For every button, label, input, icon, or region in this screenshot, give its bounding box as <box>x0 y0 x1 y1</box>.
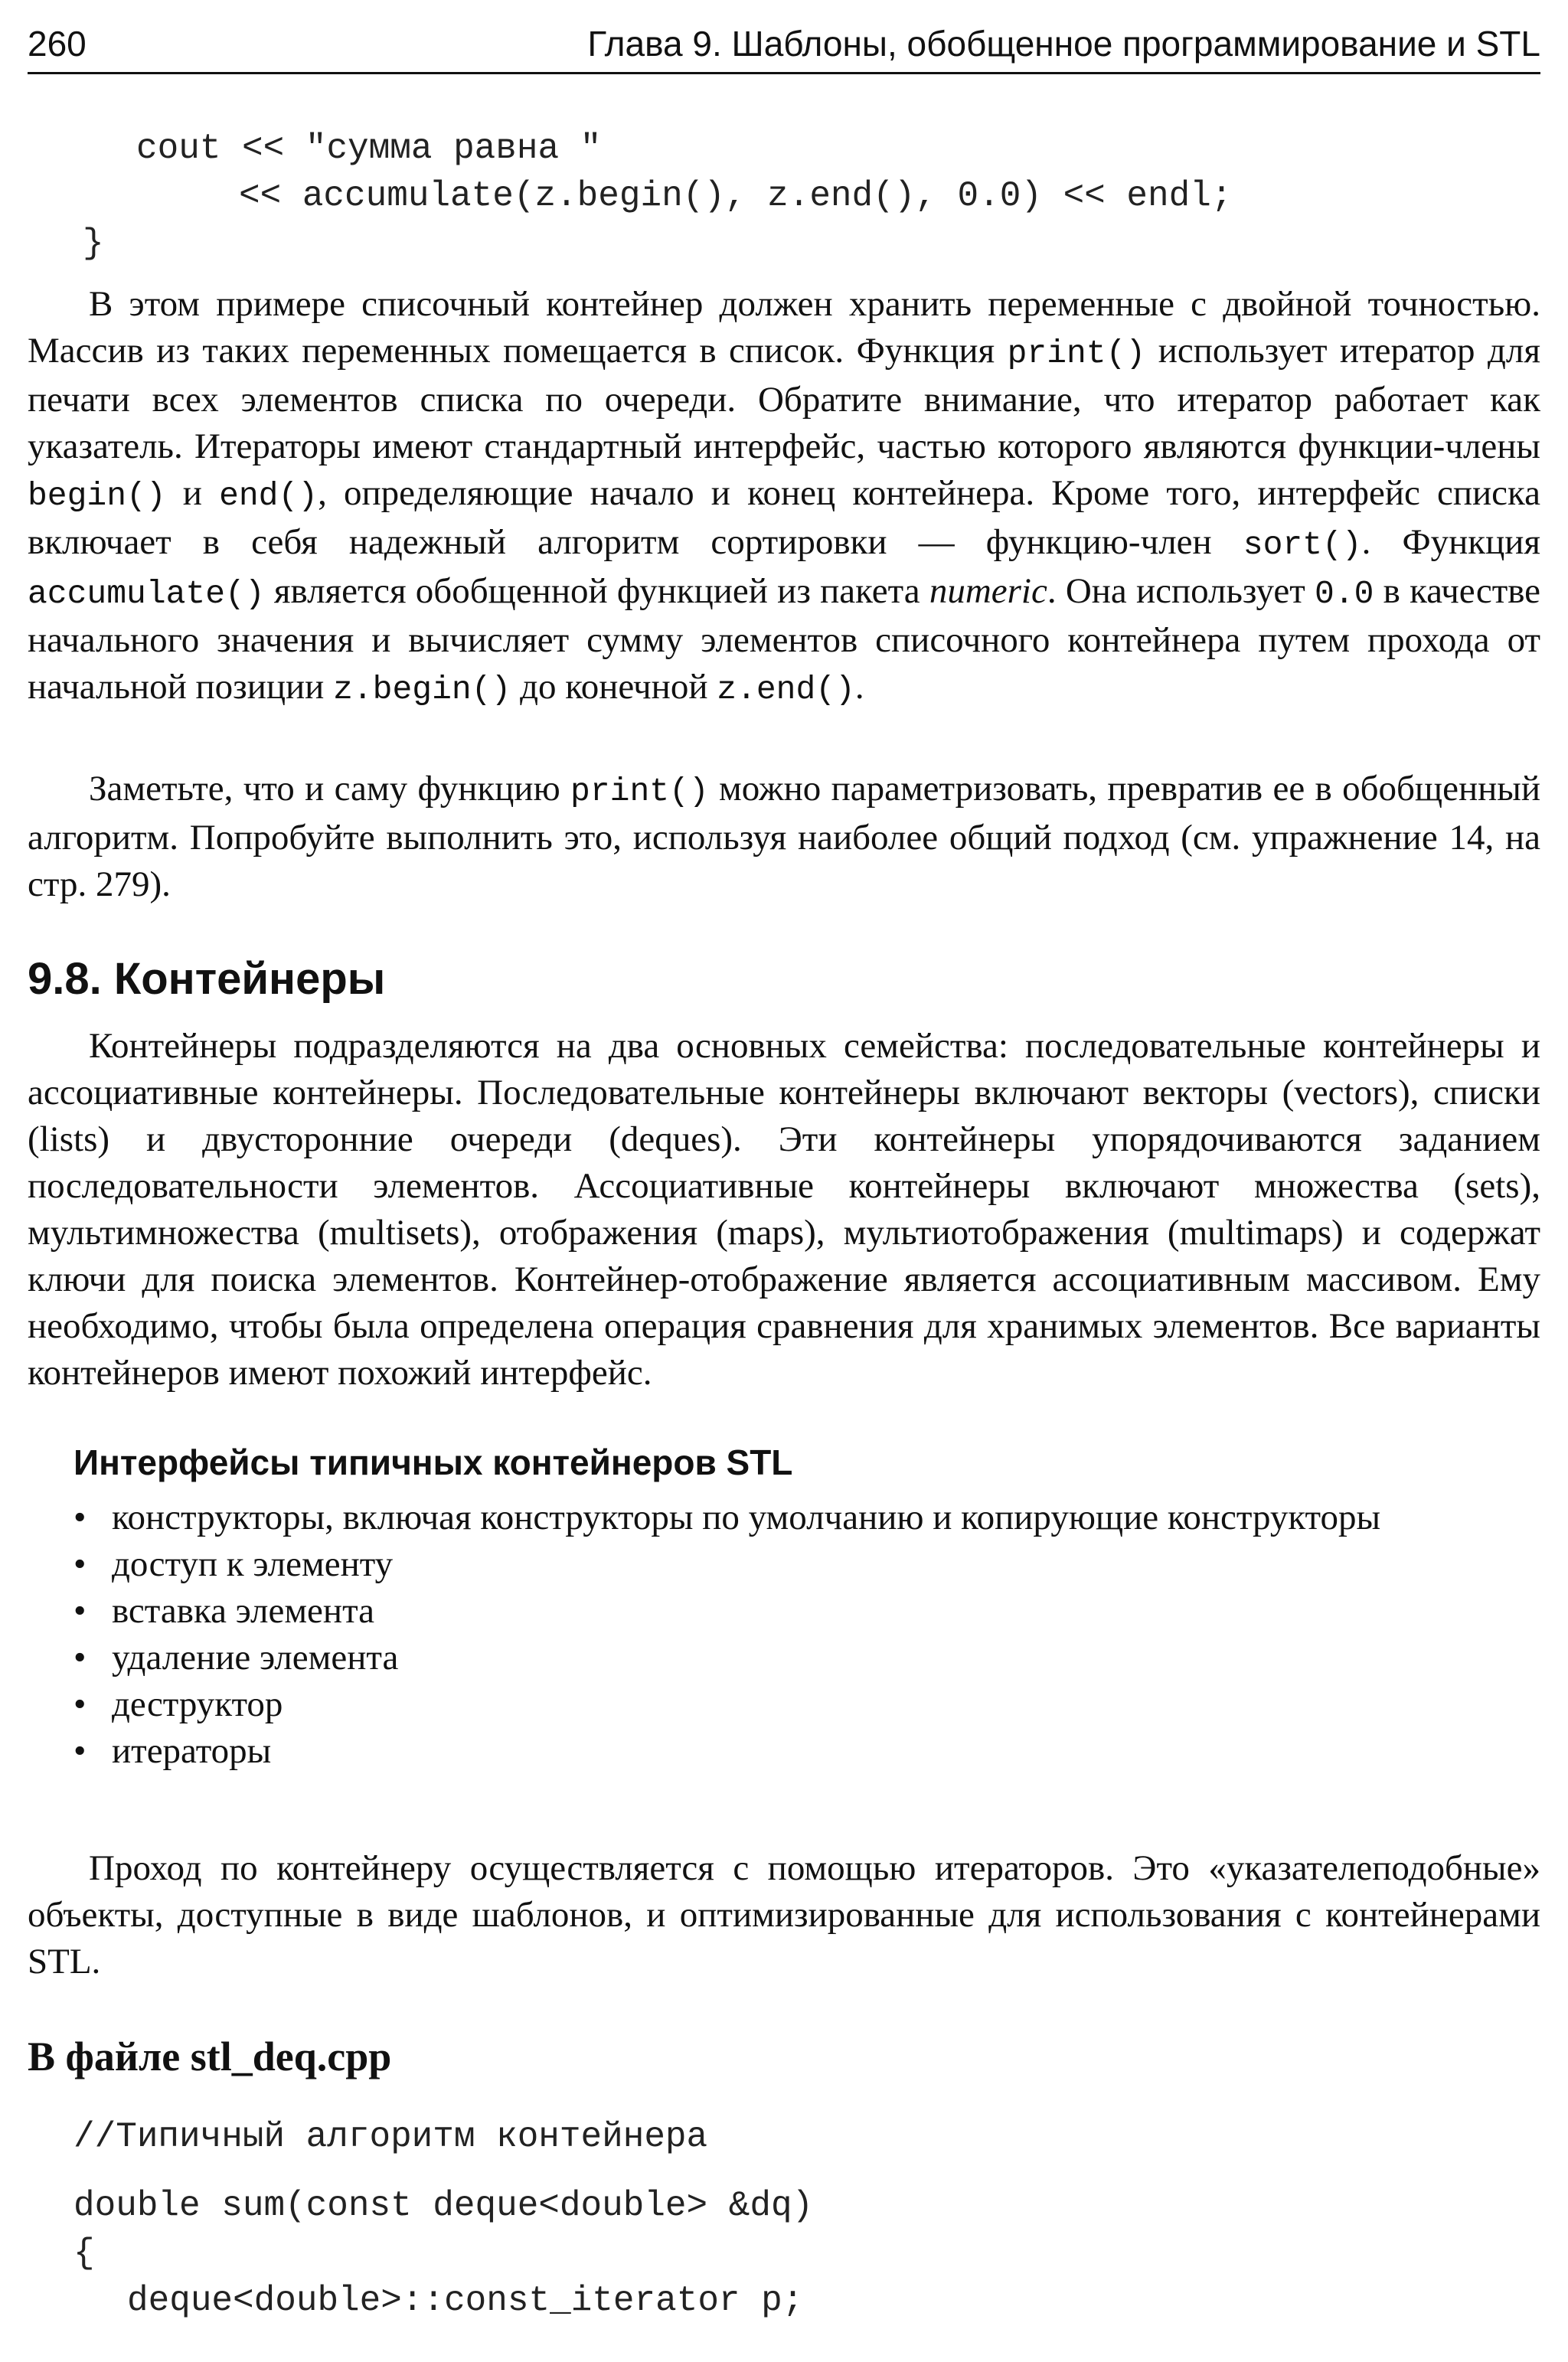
code-line: double sum(const deque<double> &dq) <box>74 2186 814 2226</box>
list-item: • деструктор <box>74 1681 1513 1728</box>
text-run: В этом примере списочный контейнер должен хранить переменные с двойной точностью. Массив из таких переменных помещается в список. Функция <box>28 284 1540 371</box>
interface-list <box>74 1495 1513 1775</box>
code-line: << accumulate(z.begin(), z.end(), 0.0) << endl; <box>239 176 1233 216</box>
paragraph-print <box>28 766 1540 908</box>
text-run: в качестве начального значения и вычисляет сумму элементов списочного контейнера путем прохода от начальной позиции <box>28 571 1541 707</box>
inline-code: z.end() <box>717 671 855 708</box>
inline-code: 0.0 <box>1315 575 1374 613</box>
code-line: cout << "сумма равна " <box>136 129 602 168</box>
text-run: можно параметризовать, превратив ее в обобщенный алгоритм. Попробуйте выполнить это, используя наиболее общий подход (см. упражнение 14, на стр. 279). <box>28 769 1540 904</box>
inline-code: end() <box>219 477 318 515</box>
text-run: до конечной <box>511 667 717 707</box>
list-item: • удаление элемента <box>74 1635 1513 1681</box>
file-heading: В файле stl_deq.cpp <box>28 2034 392 2079</box>
code-line: } <box>83 224 104 263</box>
text-run: , определяющие начало и конец контейнера. Кроме того, интерфейс списка включает в себя надежный алгоритм сортировки — функцию-член <box>28 473 1540 562</box>
inline-code: z.begin() <box>333 671 511 708</box>
section-heading: 9.8. Контейнеры <box>28 954 386 1004</box>
subsection-heading: Интерфейсы типичных контейнеров STL <box>74 1442 793 1482</box>
text-run: использует итератор для печати всех элементов списка по очереди. Обратите внимание, что итератор работает как указатель. Итераторы имеют стандартный интерфейс, частью которого являются функции-члены <box>28 331 1540 466</box>
text-run: . Она использует <box>1047 571 1315 611</box>
inline-code: print() <box>570 773 709 810</box>
list-item: • вставка элемента <box>74 1588 1513 1635</box>
running-header: Глава 9. Шаблоны, обобщенное программирование и STL <box>587 24 1540 64</box>
text-run: . <box>854 667 864 707</box>
italic-term: numeric <box>929 571 1047 611</box>
code-line: //Типичный алгоритм контейнера <box>74 2117 708 2157</box>
inline-code: print() <box>1007 335 1146 372</box>
list-item: • доступ к элементу <box>74 1541 1513 1588</box>
text-run: и <box>165 473 220 513</box>
paragraph-traversal: Проход по контейнеру осуществляется с помощью итераторов. Это «указателеподобные» объекты, доступные в виде шаблонов, и оптимизированные для использования с контейнерами STL. <box>28 1848 1540 1981</box>
paragraph-containers: Контейнеры подразделяются на два основных семейства: последовательные контейнеры и ассоциативные контейнеры. Последовательные контейнеры включают векторы (vectors), списки (lists) и двусторонние очереди (deques). Эти контейнеры упорядочиваются заданием последовательности элементов. Ассоциативные контейнеры включают множества (sets), мультимножества (multisets), отображения (maps), мультиотображения (multimaps) и содержат ключи для поиска элементов. Контейнер-отображение является ассоциативным массивом. Ему необходимо, чтобы была определена операция сравнения для хранимых элементов. Все варианты контейнеров имеют похожий интерфейс. <box>28 1026 1540 1393</box>
text-run: . Функция <box>1361 522 1540 562</box>
list-item: • конструкторы, включая конструкторы по умолчанию и копирующие конструкторы <box>74 1495 1513 1541</box>
paragraph-iterators <box>28 281 1540 713</box>
text-run: Заметьте, что и саму функцию <box>89 769 571 809</box>
page-number: 260 <box>28 24 87 64</box>
inline-code: accumulate() <box>28 575 265 613</box>
list-item: • итераторы <box>74 1728 1513 1775</box>
text-run: является обобщенной функцией из пакета <box>264 571 929 611</box>
inline-code: begin() <box>28 477 166 515</box>
code-line: deque<double>::const_iterator p; <box>127 2281 804 2321</box>
code-line: { <box>74 2233 95 2273</box>
header-rule <box>28 72 1540 74</box>
inline-code: sort() <box>1243 526 1362 564</box>
